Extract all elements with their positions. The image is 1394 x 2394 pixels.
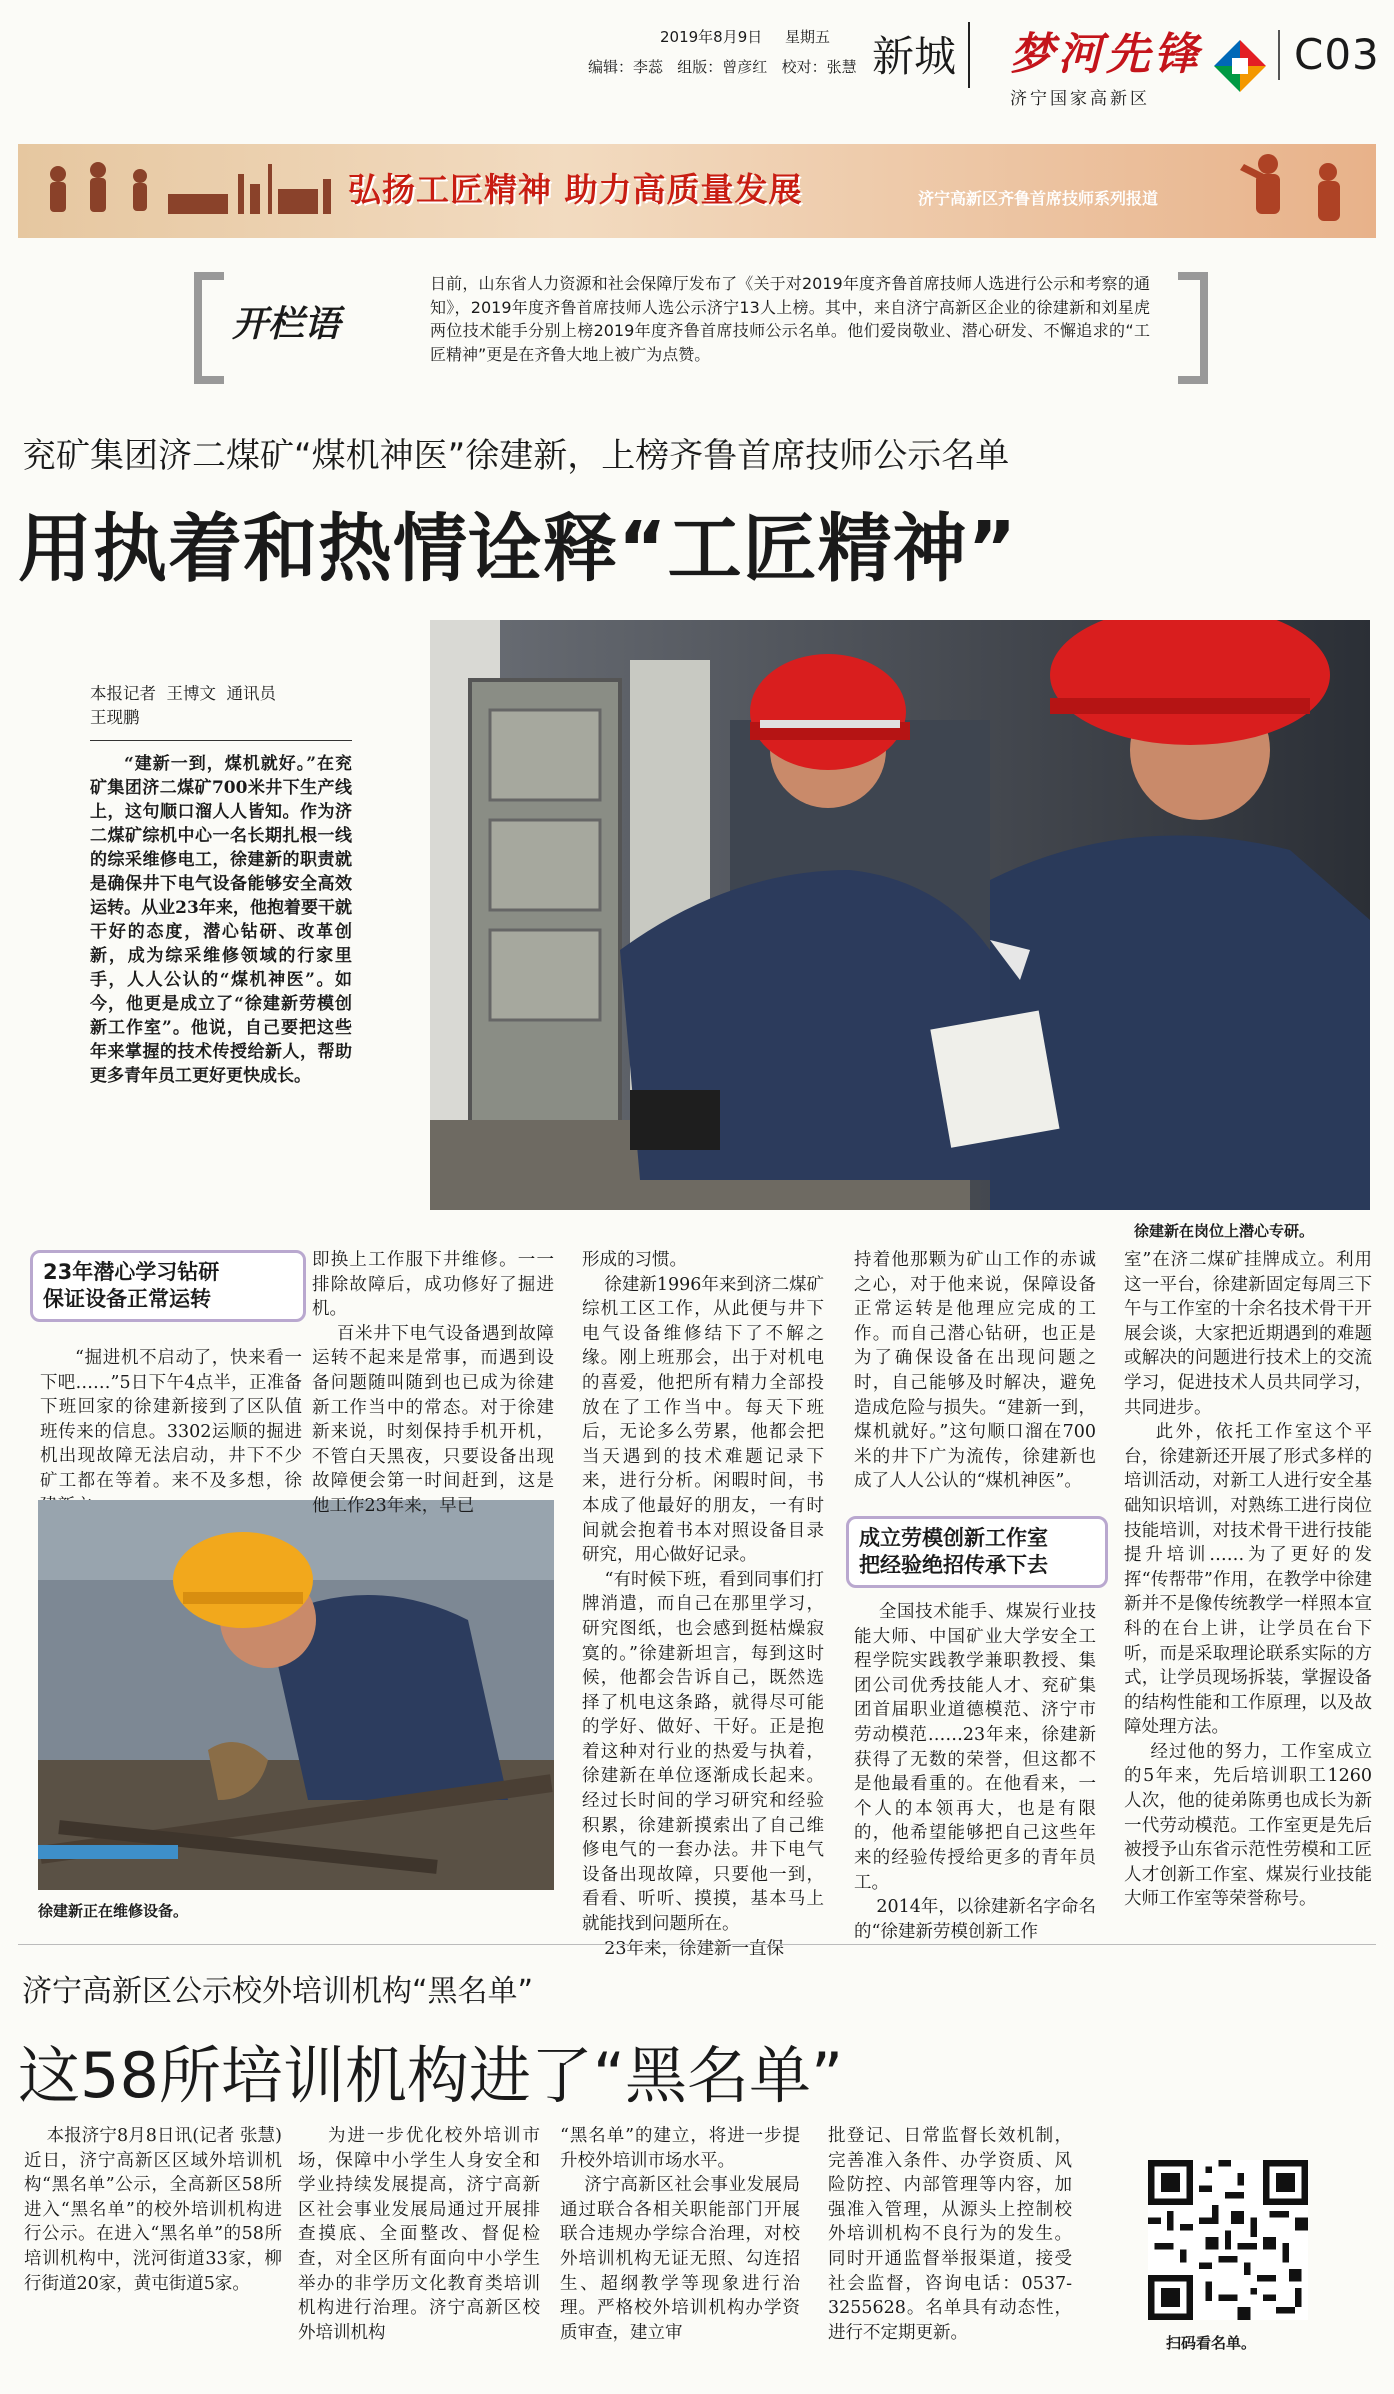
photo-repairing-equipment [38, 1500, 554, 1890]
intro-bracket-right [1178, 272, 1208, 384]
byline-rule [90, 740, 352, 741]
article1-headline: 用执着和热情诠释“工匠精神” [18, 506, 1018, 592]
page-divider [1278, 30, 1280, 80]
issue-date: 2019年8月9日 [660, 28, 763, 46]
brand-logo: 梦河先锋 [1010, 29, 1202, 80]
intro-label: 开栏语 [232, 304, 341, 345]
article1-col3: 形成的习惯。 徐建新1996年来到济二煤矿综机工区工作，从此便与井下电气设备维修结下了不解之缘。刚上班那会，出于对机电的喜爱，他把所有精力全部投放在了工作当中。每天下班后，无论多么劳累，他都会把当天遇到的技术难题记录下来，进行分析。闲暇时间，书本成了他最好的朋友，一有时间就会抱着书本对照设备目录研究，用心做好记录。 “有时候下班，看到同事们打牌消遣，而自己在那里学习，研究图纸，也会感到挺枯燥寂寞的。”徐建新坦言，每到这时候，他都会告诉自己，既然选择了机电这条路，就得尽可能的学好、做好、干好。正是抱着这种对行业的热爱与执着，徐建新在单位逐渐成长起来。经过长时间的学习研究和经验积累，徐建新摸索出了自己维修电气的一套办法。井下电气设备出现故障，只要他一到，看看、听听、摸摸，基本马上就能找到问题所在。 23年来，徐建新一直保 [582, 1250, 824, 1959]
photo2-caption: 徐建新正在维修设备。 [38, 1902, 189, 1920]
article1-col1: “掘进机不启动了，快来看一下吧……”5日下午4点半，正准备下班回家的徐建新接到了区队值班传来的信息。3302运顺的掘进机出现故障无法启动，井下不少矿工都在等着。来不及多想，徐 [40, 1348, 302, 1491]
issue-weekday: 星期五 [785, 28, 831, 46]
series-banner [18, 144, 1376, 238]
article1-col5: 室”在济二煤矿挂牌成立。利用这一平台，徐建新固定每周三下午与工作室的十余名技术骨干开展会谈，大家把近期遇到的难题或解决的问题进行技术上的交流学习，促进技术人员共同学习，共同进步。 此外，依托工作室这个平台，徐建新还开展了形式多样的培训活动，对新工人进行安全基础知识培训，对熟练工进行岗位技能培训，对技术骨干进行技能提升培训……为了更好的发挥“传帮带”作用，在教学中徐建新并不是像传统教学一样照本宣科的在台上讲，让学员在台下听，而是采取理论联系实际的方式，让学员现场拆装，掌握设备的结构性能和工作原理，以及故障处理方法。 经过他的努力，工作室成立的5年来，先后培训职工1260人次，他的徒弟陈勇也成长为新一代劳动模范。工作室更是先后被授予山东省示范性劳模和工匠人才创新工作室、煤炭行业技能大师工作室等荣誉称号。 [1124, 1250, 1372, 1910]
header-divider [968, 22, 970, 88]
article2-col2: 为进一步优化校外培训市场，保障中小学生人身安全和学业持续发展提高，济宁高新区社会事业发展局通过开展排查摸底、全面整改、督促检查，对全区所有面向中小学生举办的非学历文化教育类培训机构进行治理。济宁高新区校外培训机构 [298, 2126, 540, 2343]
region-name: 济宁国家高新区 [1010, 89, 1150, 109]
article2-col1: 本报济宁8月8日讯(记者 张慧) 近日，济宁高新区区域外培训机构“黑名单”公示，全高新区58所进入“黑名单”的校外培训机构进行公示。在进入“黑名单”的58所培训机构中，洸河街道33家，柳行街道20家，黄屯街道5家。 [24, 2126, 294, 2294]
article1-col4-bottom: 全国技术能手、煤炭行业技能大师、中国矿业大学安全工程学院实践教学兼职教授、集团公司优秀技能人才、兖矿集团首届职业道德模范、济宁市劳动模范……23年来，徐建新获得了无数的荣誉，但这都不是他最看重的。在他看来，一个人的本领再大，也是有限的，他希望能够把自己这些年来的经验传授给更多的青年员工。 2014年，以徐建新名字命名的“徐建新劳模创新工作 [854, 1602, 1096, 1942]
brand-emblem-icon [1214, 40, 1266, 92]
photo1-caption: 徐建新在岗位上潜心专研。 [1134, 1222, 1315, 1240]
intro-text: 日前，山东省人力资源和社会保障厅发布了《关于对2019年度齐鲁首席技师人选进行公示和考察的通知》，2019年度齐鲁首席技师人选公示济宁13人上榜。其中，来自济宁高新区企业的徐建新和刘星虎两位技术能手分别上榜2019年度齐鲁首席技师公示名单。他们爱岗敬业、潜心研发、不懈追求的“工匠精神”更是在齐鲁大地上被广为点赞。 [430, 274, 1150, 364]
page-number: C03 [1294, 30, 1380, 79]
article2-col3: “黑名单”的建立，将进一步提升校外培训市场水平。 济宁高新区社会事业发展局通过联合各相关职能部门开展联合违规办学综合治理，对校外培训机构无证无照、勾连招生、超纲教学等现象进行治理。严格校外培训机构办学资质审查，建立审 [560, 2126, 800, 2343]
subhead-studio: 成立劳模创新工作室 把经验绝招传承下去 [846, 1516, 1108, 1588]
article2-col4: 批登记、日常监督长效机制，完善准入条件、办学资质、风险防控、内部管理等内容，加强准入管理，从源头上控制校外培训机构不良行为的发生。同时开通监督举报渠道，接受社会监督，咨询电话：0537-3255628。名单具有动态性，进行不定期更新。 [828, 2126, 1072, 2343]
article1-byline: 本报记者 王博文 通讯员 王现鹏 [90, 684, 276, 727]
article1-lead: “建新一到，煤机就好。”在兖矿集团济二煤矿700米井下生产线上，这句顺口溜人人皆知。作为济二煤矿综机中心一名长期扎根一线的综采维修电工，徐建新的职责就是确保井下电气设备能够安全高效运转。从业23年来，他抱着要干就干好的态度，潜心钻研、改革创新，成为综采维修领域的行家里手，人人公认的“煤机神医”。如今，他更是成立了“徐建新劳模创新工作室”。他说，自己要把这些年来掌握的技术传授给新人，帮助更多青年员工更好更快成长。 [90, 754, 352, 1086]
intro-bracket-left [194, 272, 224, 384]
qr-caption: 扫码看名单。 [1166, 2334, 1257, 2352]
section-divider [18, 1944, 1376, 1945]
banner-series: 济宁高新区齐鲁首席技师系列报道 [918, 189, 1159, 208]
article2-kicker: 济宁高新区公示校外培训机构“黑名单” [22, 1974, 534, 2009]
article2-headline: 这58所培训机构进了“黑名单” [18, 2039, 844, 2112]
article1-kicker: 兖矿集团济二煤矿“煤机神医”徐建新，上榜齐鲁首席技师公示名单 [22, 436, 1010, 476]
editor-credits: 编辑：李蕊 组版：曾彦红 校对：张慧 [588, 58, 857, 76]
article1-col4-top: 持着他那颗为矿山工作的赤诚之心，对于他来说，保障设备正常运转是他理应完成的工作。而自己潜心钻研，也正是为了确保设备在出现问题之时，自己能够及时解决，避免造成危险与损失。“建新一到，煤机就好。”这句顺口溜在700米的井下广为流传，徐建新也成了人人公认的“煤机神医”。 [854, 1250, 1096, 1492]
banner-slogan: 弘扬工匠精神 助力高质量发展 [348, 170, 803, 209]
section-name: 新城 [872, 32, 957, 81]
subhead-study: 23年潜心学习钻研 保证设备正常运转 [30, 1250, 306, 1322]
photo-workers-at-cabinet [430, 620, 1370, 1210]
article1-col2: 即换上工作服下井维修。一一排除故障后，成功修好了掘进机。 百米井下电气设备遇到故障运转不起来是常事，而遇到设备问题随叫随到也已成为徐建新工作当中的常态。对于徐建新来说，时刻保持手机开机，不管白天黑夜，只要设备出现故障便会第一时间赶到，这是他工作23年来，早已 [312, 1250, 554, 1516]
qr-code[interactable] [1148, 2160, 1308, 2320]
